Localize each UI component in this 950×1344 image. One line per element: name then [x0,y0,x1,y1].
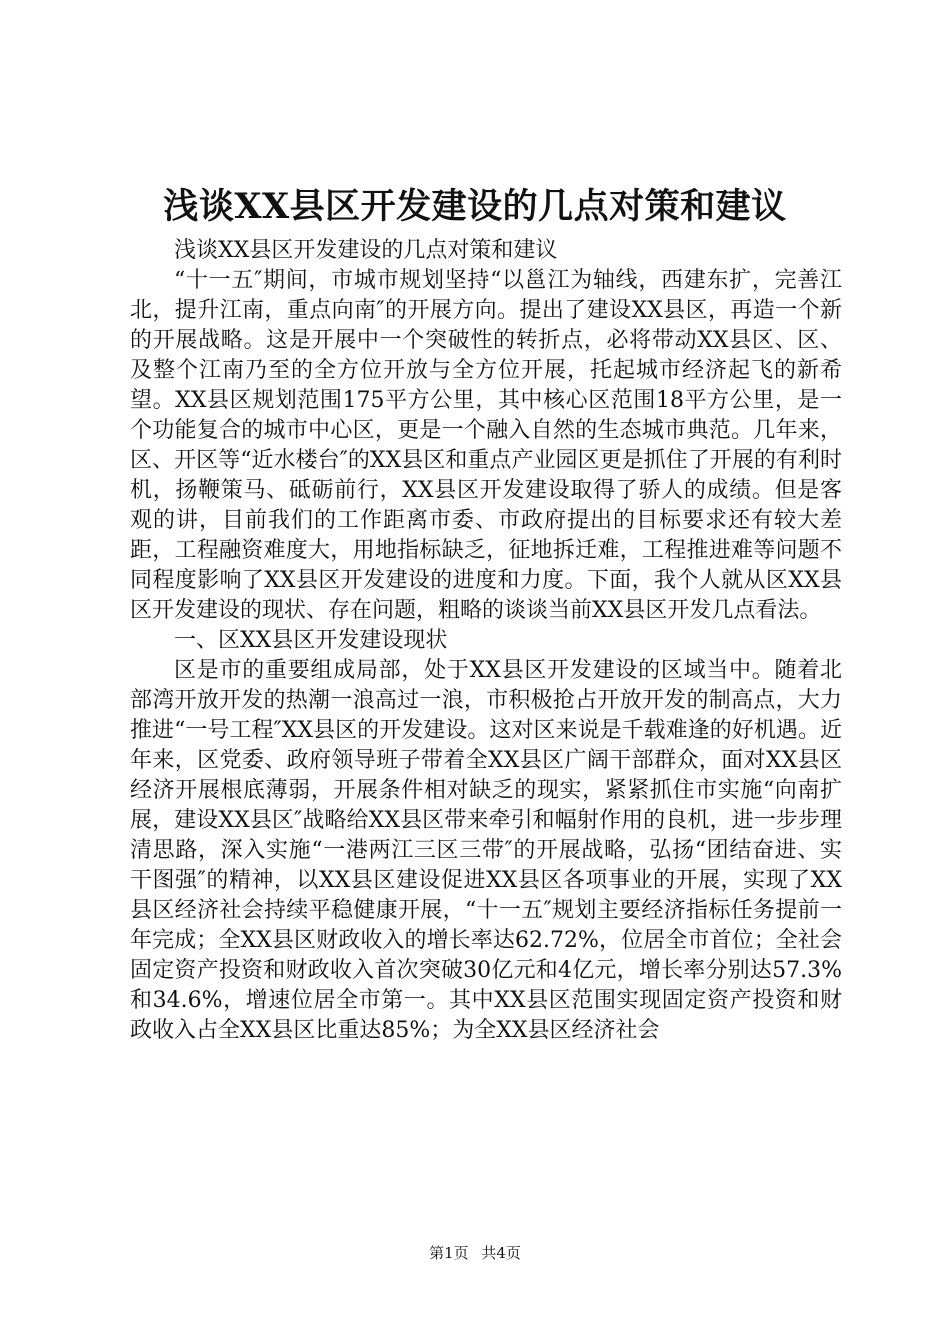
page-footer [0,1243,950,1263]
paragraph-status: 区是市的重要组成局部，处于XX县区开发建设的区域当中。随着北部湾开放开发的热潮一浪高过一浪，市积极抢占开放开发的制高点，大力推进“一号工程″XX县区的开发建设。这对区来说是千载难逢的好机遇。近年来，区党委、政府领导班子带着全XX县区广阔干部群众，面对XX县区经济开展根底薄弱，开展条件相对缺乏的现实，紧紧抓住市实施“向南扩展，建设XX县区″战略给XX县区带来牵引和幅射作用的良机，进一步步理清思路，深入实施“一港两江三区三带″的开展战略，弘扬“团结奋进、实干图强″的精神，以XX县区建设促进XX县区各项事业的开展，实现了XX县区经济社会持续平稳健康开展，“十一五″规划主要经济指标任务提前一年完成；全XX县区财政收入的增长率达62.72%，位居全市首位；全社会固定资产投资和财政收入首次突破30亿元和4亿元，增长率分别达57.3%和34.6%，增速位居全市第一。其中XX县区范围实现固定资产投资和财政收入占全XX县区比重达85%；为全XX县区经济社会 [130,658,842,1043]
page-number: 第1页 [429,1244,469,1262]
document-title: 浅谈XX县区开发建设的几点对策和建议 [163,186,787,227]
document-body [130,236,842,1046]
paragraph-subtitle: 浅谈XX县区开发建设的几点对策和建议 [174,238,558,263]
paragraph-intro: “十一五″期间，市城市规划坚持“以邕江为轴线，西建东扩，完善江北，提升江南，重点向南″的开展方向。提出了建设XX县区，再造一个新的开展战略。这是开展中一个突破性的转折点，必将带动XX县区、区、及整个江南乃至的全方位开放与全方位开展，托起城市经济起飞的新希望。XX县区规划范围175平方公里，其中核心区范围18平方公里，是一个功能复合的城市中心区，更是一个融入自然的生态城市典范。几年来，区、开区等“近水楼台″的XX县区和重点产业园区更是抓住了开展的有利时机，扬鞭策马、砥砺前行，XX县区开发建设取得了骄人的成绩。但是客观的讲，目前我们的工作距离市委、市政府提出的目标要求还有较大差距，工程融资难度大，用地指标缺乏，征地拆迁难，工程推进难等问题不同程度影响了XX县区开发建设的进度和力度。下面，我个人就从区XX县区开发建设的现状、存在问题，粗略的谈谈当前XX县区开发几点看法。 [130,268,842,623]
page-total: 共4页 [481,1244,521,1262]
section-heading: 一、区XX县区开发建设现状 [174,628,448,653]
